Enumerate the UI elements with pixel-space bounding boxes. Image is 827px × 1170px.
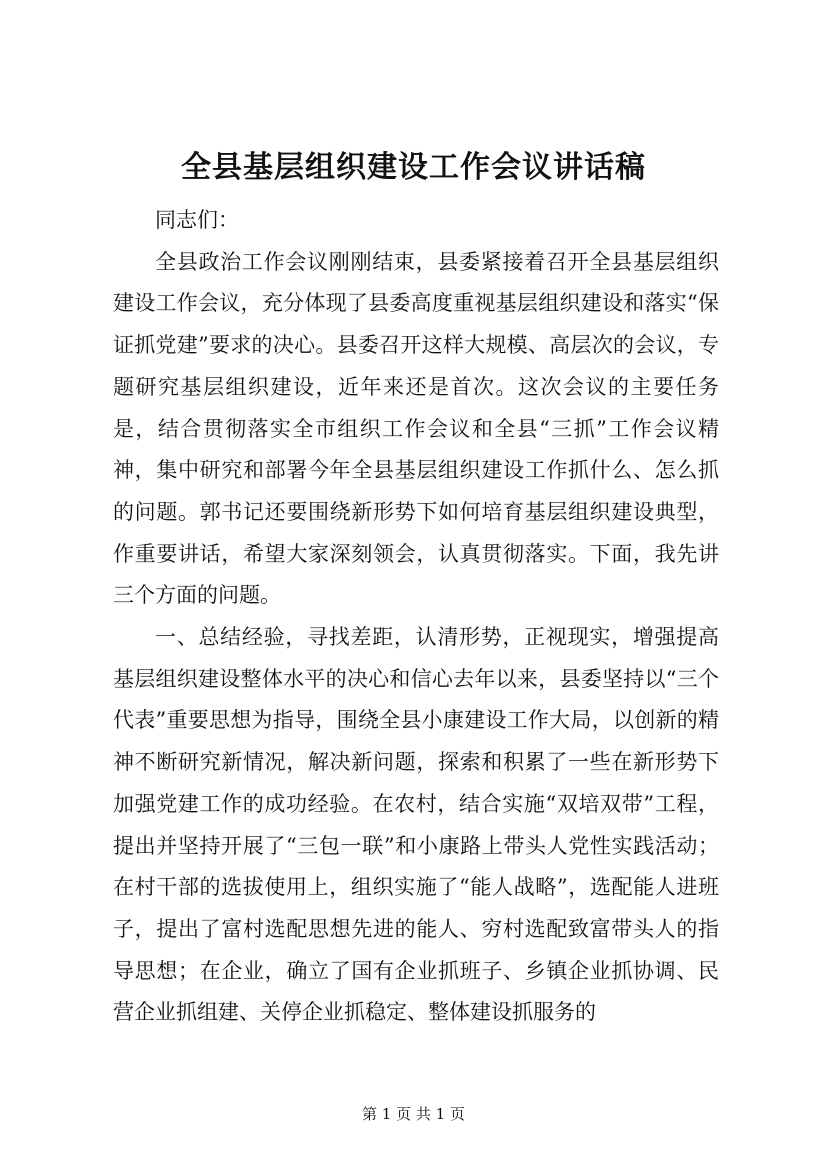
document-body: [113, 200, 719, 1034]
body-paragraph: 一、总结经验，寻找差距，认清形势，正视现实，增强提高基层组织建设整体水平的决心和信心去年以来，县委坚持以“三个代表”重要思想为指导，围绕全县小康建设工作大局，以创新的精神不断研究新情况，解决新问题，探索和积累了一些在新形势下加强党建工作的成功经验。在农村，结合实施“双培双带”工程，提出并坚持开展了“三包一联”和小康路上带头人党性实践活动；在村干部的选拔使用上，组织实施了“能人战略”，选配能人进班子，提出了富村选配思想先进的能人、穷村选配致富带头人的指导思想；在企业，确立了国有企业抓班子、乡镇企业抓协调、民营企业抓组建、关停企业抓稳定、整体建设抓服务的: [113, 625, 719, 1025]
document-title: 全县基层组织建设工作会议讲话稿: [181, 150, 646, 185]
page-number-footer: 第 1 页 共 1 页: [362, 1105, 465, 1123]
body-paragraph: 全县政治工作会议刚刚结束，县委紧接着召开全县基层组织建设工作会议，充分体现了县委高度重视基层组织建设和落实“保证抓党建”要求的决心。县委召开这样大规模、高层次的会议，专题研究基层组织建设，近年来还是首次。这次会议的主要任务是，结合贯彻落实全市组织工作会议和全县“三抓”工作会议精神，集中研究和部署今年全县基层组织建设工作抓什么、怎么抓的问题。郭书记还要围绕新形势下如何培育基层组织建设典型，作重要讲话，希望大家深刻领会，认真贯彻落实。下面，我先讲三个方面的问题。: [113, 249, 719, 608]
salutation-paragraph: 同志们：: [155, 208, 239, 232]
